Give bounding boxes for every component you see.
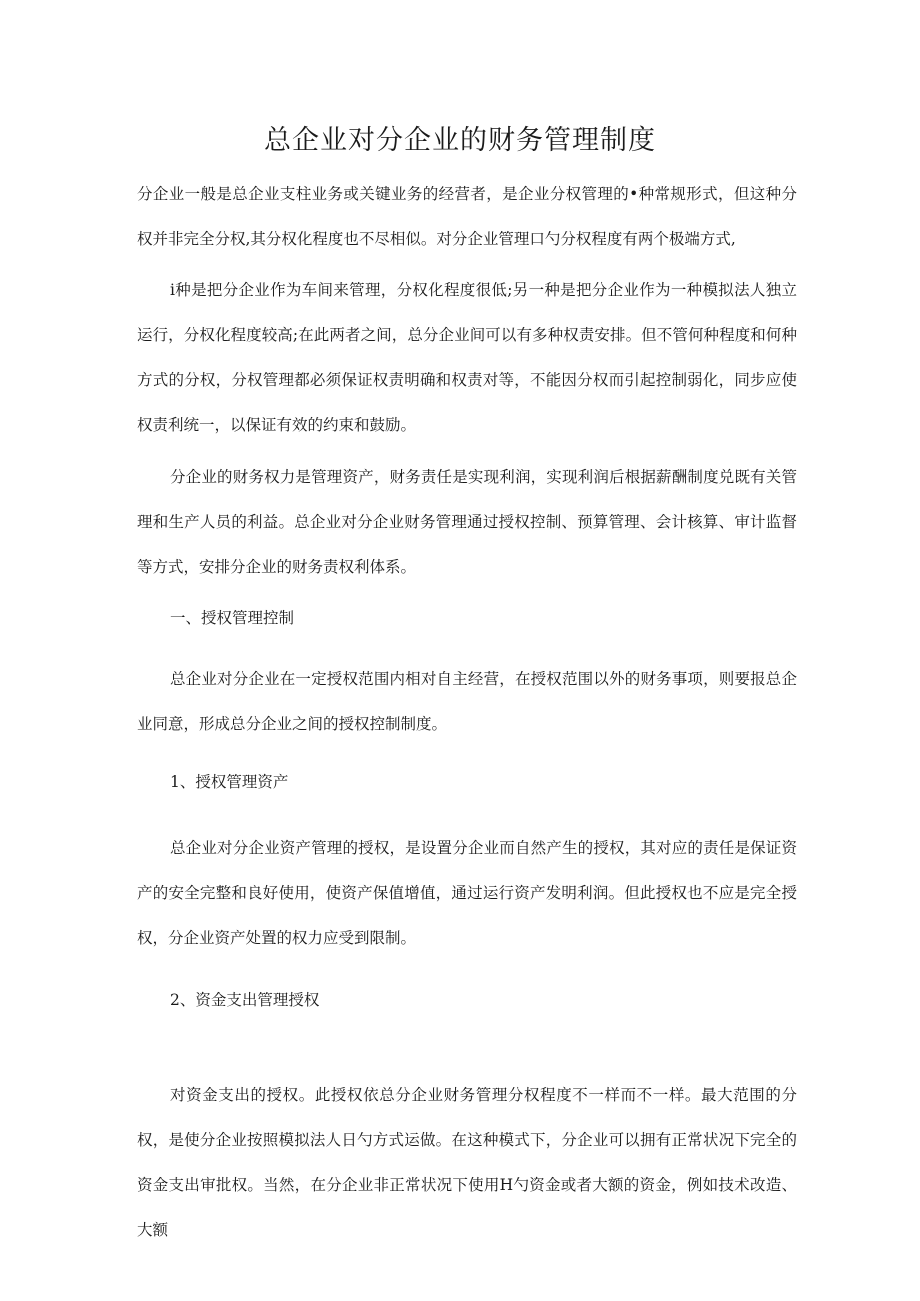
paragraph-fund-expenditure: 对资金支出的授权。此授权依总分企业财务管理分权程度不一样而不一样。最大范围的分权，是使分企业按照模拟法人日勺方式运做。在这种模式下，分企业可以拥有正常状况下完全的资金支出审批权。当然，在分企业非正常状况下使用H勺资金或者大额的资金，例如技术改造、大额	[137, 1086, 797, 1239]
paragraph-intro: 分企业一般是总企业支柱业务或关键业务的经营者，是企业分权管理的•种常规形式，但这种分权并非完全分权,其分权化程度也不尽相似。对分企业管理口勺分权程度有两个极端方式,	[137, 185, 797, 248]
section-heading-authorization-control: 一、授权管理控制	[170, 609, 295, 627]
paragraph-decentralization-modes: i种是把分企业作为车间来管理，分权化程度很低;另一种是把分企业作为一种模拟法人独立运行，分权化程度较高;在此两者之间，总分企业间可以有多种权责安排。但不管何种程度和何种方式的分权，分权管理都必须保证权责明确和权责对等，不能因分权而引起控制弱化，同步应使权责利统一，以保证有效的约束和鼓励。	[137, 281, 797, 434]
paragraph-asset-authorization: 总企业对分企业资产管理的授权，是设置分企业而自然产生的授权，其对应的责任是保证资产的安全完整和良好使用，使资产保值增值，通过运行资产发明利润。但此授权也不应是完全授权，分企业资产处置的权力应受到限制。	[137, 839, 797, 947]
paragraph-authorization-scope: 总企业对分企业在一定授权范围内相对自主经营，在授权范围以外的财务事项，则要报总企业同意，形成总分企业之间的授权控制制度。	[137, 670, 797, 733]
subheading-fund-expenditure-authorization: 2、资金支出管理授权	[170, 991, 320, 1009]
page-title: 总企业对分企业的财务管理制度	[264, 125, 656, 156]
subheading-asset-authorization: 1、授权管理资产	[170, 773, 289, 791]
paragraph-financial-rights: 分企业的财务权力是管理资产，财务责任是实现利润，实现利润后根据薪酬制度兑既有关管理和生产人员的利益。总企业对分企业财务管理通过授权控制、预算管理、会计核算、审计监督等方式，安排分企业的财务责权利体系。	[137, 468, 797, 576]
